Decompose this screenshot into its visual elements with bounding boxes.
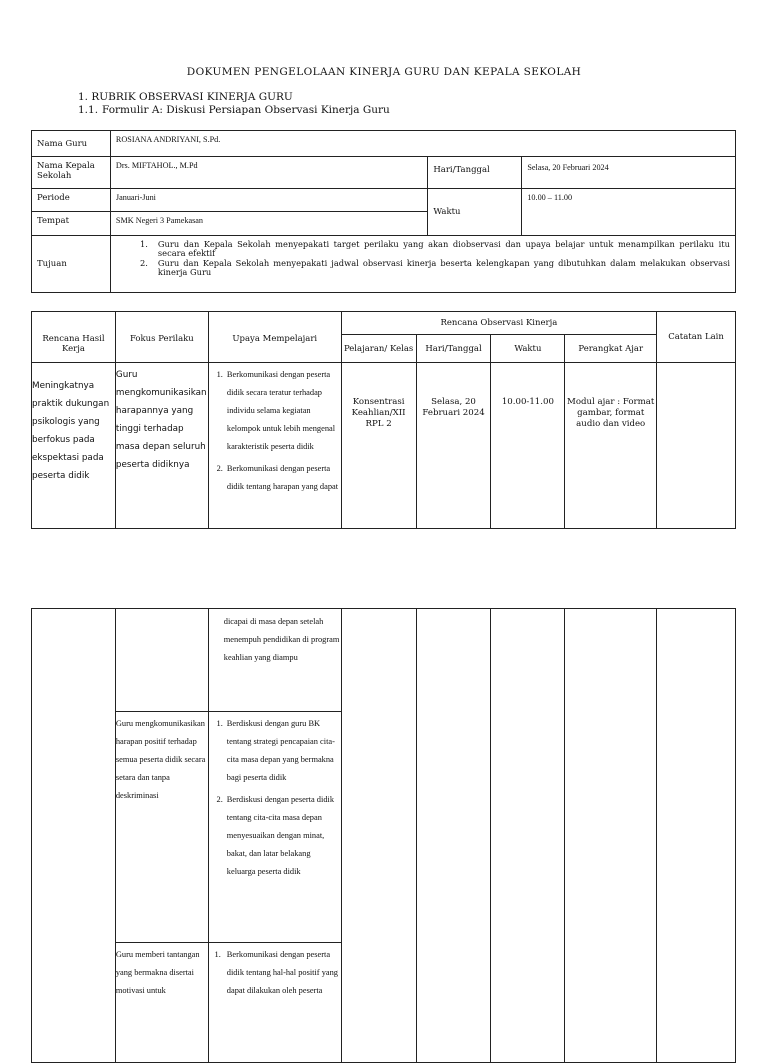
header-waktu: Waktu [491, 335, 565, 363]
tujuan-number: 2. [140, 258, 148, 268]
tujuan-number: 1. [140, 239, 148, 249]
header-fokus: Fokus Perilaku [115, 312, 208, 363]
nama-guru-value: ROSIANA ANDRIYANI, S.Pd. [110, 131, 735, 157]
subsection-heading [78, 104, 390, 116]
catatan-cont [657, 609, 736, 1063]
upaya-text: Berdiskusi dengan guru BK tentang strategi pencapaian cita-cita masa depan yang bermakna bagi peserta didik [226, 719, 335, 782]
upaya-cell-3 [208, 943, 341, 1063]
tujuan-item [116, 259, 730, 277]
header-pelajaran: Pelajaran/ Kelas [341, 335, 416, 363]
upaya-text: Berkomunikasi dengan peserta didik tentang hal-hal positif yang dapat dilakukan oleh peserta [226, 950, 338, 995]
header-perangkat: Perangkat Ajar [565, 335, 657, 363]
upaya-item [209, 791, 341, 881]
waktu-cont [491, 609, 565, 1063]
hari-cell: Selasa, 20 Februari 2024 [416, 363, 491, 529]
tempat-label: Tempat [32, 212, 111, 236]
hari-label: Hari/Tanggal [428, 157, 522, 189]
upaya-item [209, 460, 341, 496]
upaya-list-2 [209, 715, 341, 881]
tujuan-label: Tujuan [32, 236, 111, 293]
observation-table [31, 311, 736, 529]
hari-value: Selasa, 20 Februari 2024 [522, 157, 736, 189]
perangkat-cont [565, 609, 657, 1063]
tempat-value: SMK Negeri 3 Pamekasan [110, 212, 427, 236]
upaya-text: Berkomunikasi dengan peserta didik secara teratur terhadap individu selama kegiatan kelompok untuk lebih mengenal karakteristik peserta didik [226, 370, 336, 451]
upaya-cell-2 [208, 712, 341, 943]
upaya-item [209, 366, 341, 456]
subsection-title: Formulir A: Diskusi Persiapan Observasi Kinerja Guru [102, 104, 390, 116]
upaya-number: 1. [216, 370, 223, 379]
kepala-label: Nama Kepala Sekolah [32, 157, 111, 189]
waktu-label: Waktu [428, 189, 522, 236]
upaya-list-3 [209, 946, 341, 1000]
info-table [31, 130, 736, 293]
upaya-text: Berdiskusi dengan peserta didik tentang cita-cita masa depan menyesuaikan dengan minat, bakat, dan latar belakang keluarga peserta didik [226, 795, 335, 876]
upaya-continuation: dicapai di masa depan setelah menempuh pendidikan di program keahlian yang diampu [208, 609, 341, 712]
section-heading: 1. RUBRIK OBSERVASI KINERJA GURU [78, 91, 293, 103]
upaya-item [209, 946, 341, 1000]
upaya-number: 1. [214, 950, 221, 959]
fokus-cell-3: Guru memberi tantangan yang bermakna disertai motivasi untuk [115, 943, 208, 1063]
fokus-cont [115, 609, 208, 712]
tujuan-text: Guru dan Kepala Sekolah menyepakati jadwal observasi kinerja beserta kelengkapan yang dibutuhkan dalam melakukan observasi kinerja Guru [157, 258, 730, 277]
periode-value: Januari-Juni [110, 189, 427, 212]
header-upaya: Upaya Mempelajari [208, 312, 341, 363]
waktu-value: 10.00 – 11.00 [522, 189, 736, 236]
perangkat-cell: Modul ajar : Format gambar, format audio dan video [565, 363, 657, 529]
periode-label: Periode [32, 189, 111, 212]
document-title: DOKUMEN PENGELOLAAN KINERJA GURU DAN KEPALA SEKOLAH [186, 66, 582, 78]
waktu-cell: 10.00-11.00 [491, 363, 565, 529]
rencana-hasil-cont [32, 609, 116, 1063]
header-rencana-hasil: Rencana Hasil Kerja [32, 312, 116, 363]
catatan-cell [657, 363, 736, 529]
tujuan-cell [110, 236, 735, 293]
fokus-cell: Guru mengkomunikasikan harapannya yang tinggi terhadap masa depan seluruh peserta didiknya [115, 363, 208, 529]
observation-table-continued [31, 608, 736, 1063]
upaya-cell [208, 363, 341, 529]
upaya-number: 2. [216, 795, 223, 804]
hari-cont [416, 609, 491, 1063]
subsection-number: 1.1. [78, 104, 99, 116]
tujuan-text: Guru dan Kepala Sekolah menyepakati target perilaku yang akan diobservasi dan upaya belajar untuk menampilkan perilaku itu secara efektif [157, 239, 730, 258]
pelajaran-cell: Konsentrasi Keahlian/XII RPL 2 [341, 363, 416, 529]
header-rencana-observasi: Rencana Observasi Kinerja [341, 312, 656, 335]
nama-guru-label: Nama Guru [32, 131, 111, 157]
header-hari: Hari/Tanggal [416, 335, 491, 363]
tujuan-item [116, 240, 730, 258]
upaya-text: Berkomunikasi dengan peserta didik tentang harapan yang dapat [226, 464, 339, 491]
fokus-cell-2: Guru mengkomunikasikan harapan positif terhadap semua peserta didik secara setara dan tanpa deskriminasi [115, 712, 208, 943]
header-catatan: Catatan Lain [657, 312, 736, 363]
kepala-value: Drs. MIFTAHOL., M.Pd [110, 157, 427, 189]
rencana-hasil-cell: Meningkatnya praktik dukungan psikologis yang berfokus pada ekspektasi pada peserta didik [32, 363, 116, 529]
upaya-list [209, 366, 341, 496]
upaya-item [209, 715, 341, 787]
upaya-number: 2. [216, 464, 223, 473]
upaya-number: 1. [216, 719, 223, 728]
tujuan-list [116, 240, 730, 277]
pelajaran-cont [341, 609, 416, 1063]
